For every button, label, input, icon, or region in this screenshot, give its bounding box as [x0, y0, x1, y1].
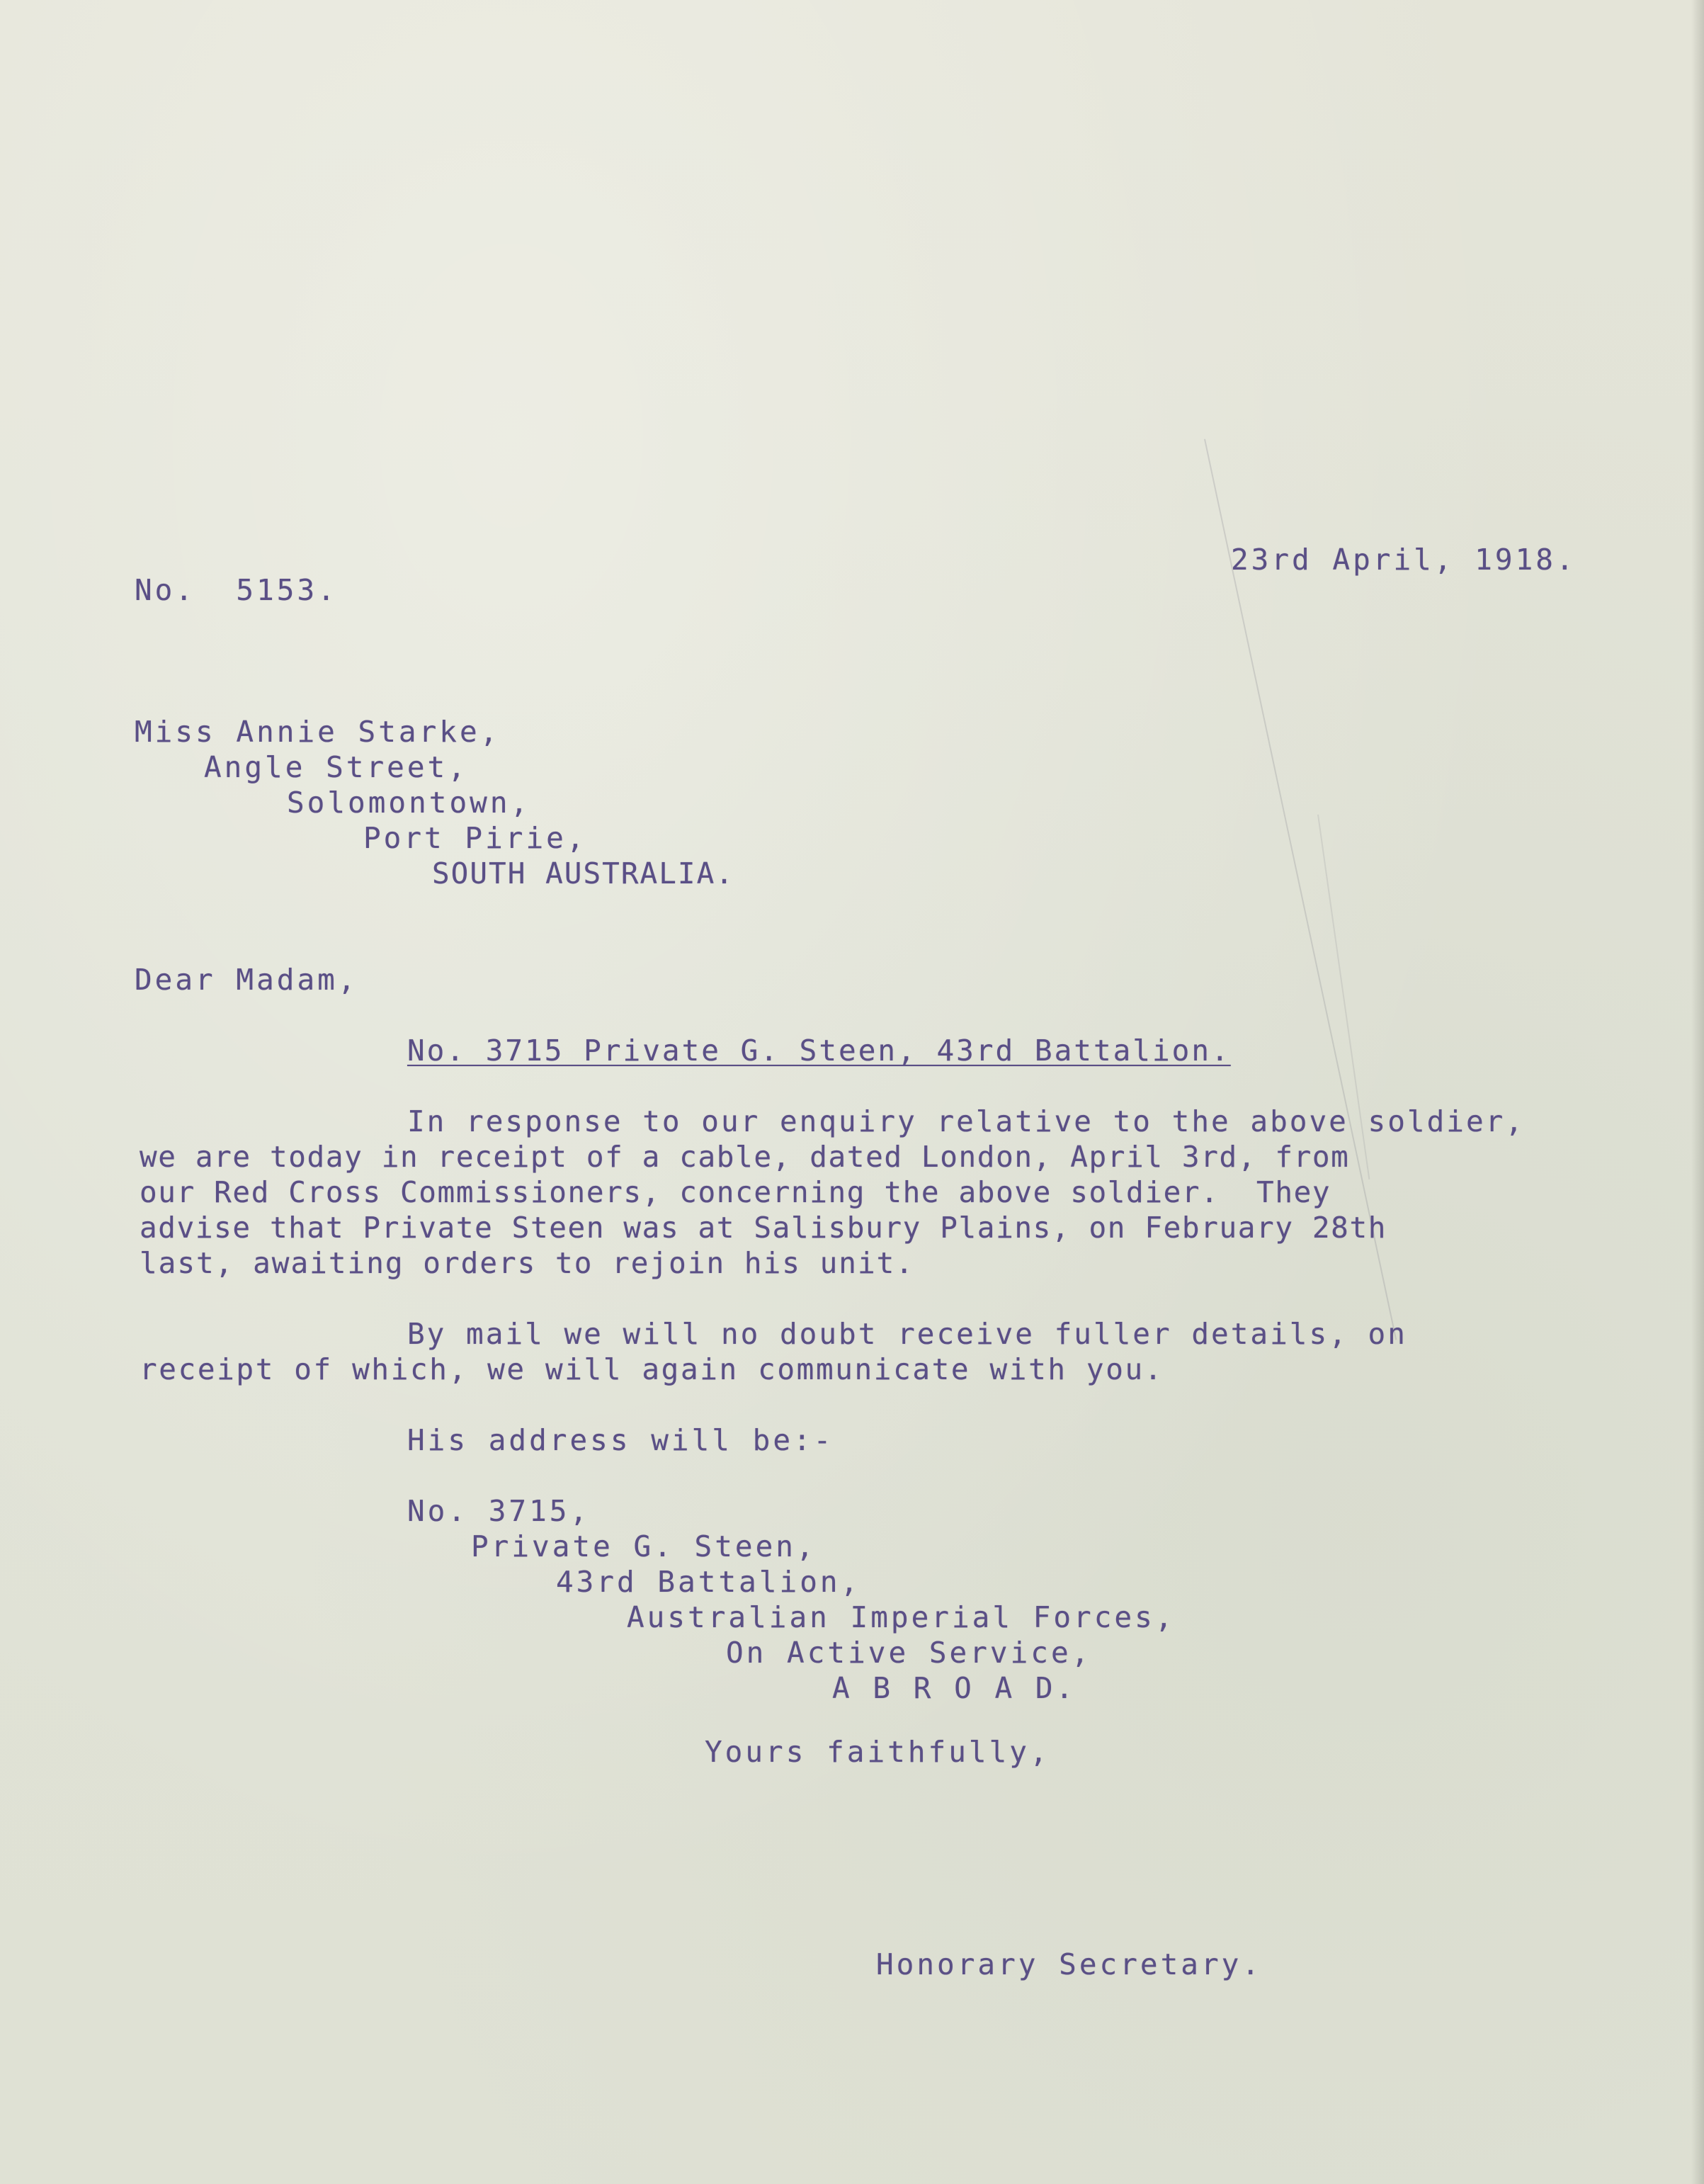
recipient-state: SOUTH AUSTRALIA.	[432, 856, 734, 890]
soldier-location: A B R O A D.	[832, 1671, 1077, 1705]
recipient-name: Miss Annie Starke,	[135, 715, 501, 749]
soldier-name: Private G. Steen,	[471, 1529, 817, 1563]
soldier-forces: Australian Imperial Forces,	[627, 1600, 1176, 1634]
letter-date: 23rd April, 1918.	[1231, 543, 1577, 577]
salutation: Dear Madam,	[135, 963, 358, 997]
soldier-battalion: 43rd Battalion,	[556, 1565, 861, 1599]
paper-edge-shadow	[1691, 0, 1704, 2184]
recipient-street: Angle Street,	[204, 750, 468, 784]
body-paragraph-2-line: By mail we will no doubt receive fuller details, on	[407, 1317, 1407, 1351]
recipient-city: Port Pirie,	[363, 821, 587, 855]
closing: Yours faithfully,	[705, 1735, 1050, 1769]
body-paragraph-1-line: In response to our enquiry relative to the above soldier,	[407, 1104, 1525, 1138]
subject-line: No. 3715 Private G. Steen, 43rd Battalion.	[407, 1034, 1231, 1068]
body-paragraph-1-line: our Red Cross Commissioners, concerning the above soldier. They	[140, 1175, 1331, 1209]
soldier-service: On Active Service,	[726, 1636, 1092, 1670]
body-paragraph-1-line: advise that Private Steen was at Salisbury Plains, on February 28th	[140, 1211, 1387, 1245]
recipient-suburb: Solomontown,	[287, 786, 531, 820]
body-paragraph-1-line: last, awaiting orders to rejoin his unit.	[140, 1246, 915, 1280]
body-paragraph-2-line: receipt of which, we will again communicate with you.	[140, 1352, 1164, 1386]
signatory-title: Honorary Secretary.	[876, 1947, 1262, 1981]
soldier-number: No. 3715,	[407, 1494, 591, 1528]
body-paragraph-1-line: we are today in receipt of a cable, dated London, April 3rd, from	[140, 1140, 1350, 1174]
address-intro: His address will be:-	[407, 1423, 834, 1457]
reference-number: No. 5153.	[135, 573, 338, 607]
